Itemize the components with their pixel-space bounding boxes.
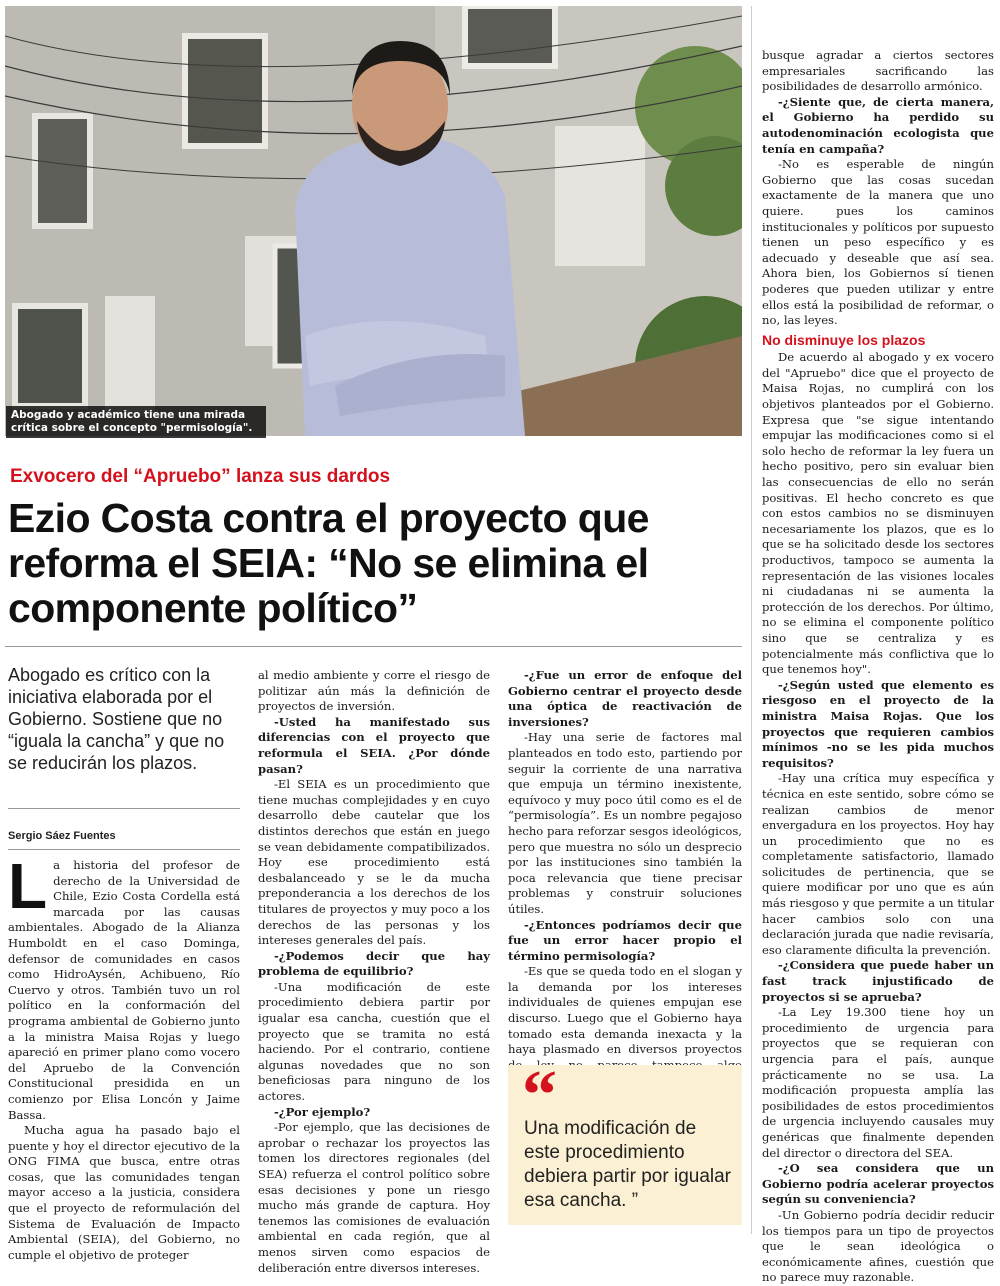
interview-question: -¿Siente que, de cierta manera, el Gobierno ha perdido su autodenominación ecologista que tenía en campaña? xyxy=(762,94,994,156)
headline: Ezio Costa contra el proyecto que reforma el SEIA: “No se elimina el componente político” xyxy=(8,495,649,631)
body-paragraph: busque agradar a ciertos sectores empresariales sacrificando las posibilidades de desarrollo armónico. xyxy=(762,48,994,94)
interview-question: -¿Considera que puede haber un fast track injustificado de proyectos si se aprueba? xyxy=(762,958,994,1004)
interview-question: -¿Podemos decir que hay problema de equilibrio? xyxy=(258,948,490,979)
column-3 xyxy=(508,668,742,1089)
body-paragraph: Mucha agua ha pasado bajo el puente y hoy el director ejecutivo de la ONG FIMA que busca, entre otras cosas, que las comunidades tengan mayor acceso a la justicia, considera que el proyecto de reformulación del Sistema de Evaluación de Impacto Ambiental (SEIA), del Gobierno, no cumple el objetivo de proteger xyxy=(8,1123,240,1262)
interview-question: -¿O sea considera que un Gobierno podría acelerar proyectos según su conveniencia? xyxy=(762,1161,994,1207)
body-paragraph: De acuerdo al abogado y ex vocero del "Apruebo" dice que el proyecto de Maisa Rojas, no cumplirá con los objetivos planteados por el Gobierno. Expresa que "se sigue intentando empujar las modificaciones como si el solo hecho de reformar la ley fuera un hecho positivo, pero sin evaluar bien las consecuencias de ello no serán positivas. El hecho concreto es que con estos cambios no se disminuyen necesariamente los plazos, que es lo que se ha solicitado desde los sectores productivos, tampoco se aumenta la representación de las visiones locales ni ciudadanas ni se aumenta la protección de los derechos. Por último, no se elimina el componente político sino que se centraliza y es potencialmente más conflictiva que lo que tenemos hoy". xyxy=(762,350,994,677)
interview-question: -¿Según usted que elemento es riesgoso en el proyecto de la ministra Maisa Rojas. Que los proyectos que requieren cambios mínimos -no se les pida muchos requisitos? xyxy=(762,677,994,770)
interview-question: -¿Fue un error de enfoque del Gobierno centrar el proyecto desde una óptica de reactivación de inversiones? xyxy=(508,668,742,729)
quote-mark-icon: “ xyxy=(522,1057,557,1134)
column-2 xyxy=(258,668,490,1276)
interview-answer: -Una modificación de este procedimiento debiera partir por igualar esa cancha, cuestión que el proyecto que se tramita no está haciendo. Por el contrario, contiene algunas novedades que no son beneficiosas para ninguno de los actores. xyxy=(258,979,490,1104)
interview-answer: -El SEIA es un procedimiento que tiene muchas complejidades y en cuyo desarrollo debe cautelar que los distintos derechos que están en juego se vean debidamente compatibilizados. Hoy ese procedimiento está desbalanceado y se le da mucha preponderancia a los derechos de los titulares de proyectos y muy poco a los derechos de las personas y los intereses generales del país. xyxy=(258,777,490,948)
body-paragraph: La historia del profesor de derecho de la Universidad de Chile, Ezio Costa Cordella está marcada por las causas ambientales. Abogado de la Alianza Humboldt en el caso Dominga, defensor de comunidades en casos como HidroAysén, Achibueno, Río Cuervo y otros. También tuvo un rol político en la conformación del programa ambiental de Gobierno junto a la ministra Maisa Rojas y luego apareció en primer plano como vocero del Apruebo de la Convención Constitucional presidida en un comienzo por Elisa Loncón y Jaime Bassa. xyxy=(8,850,240,1122)
drop-cap: L xyxy=(8,850,48,922)
column-4 xyxy=(762,48,994,1286)
lead-paragraph: Abogado es crítico con la iniciativa elaborada por el Gobierno. Sostiene que no “iguala la cancha” y que no se reducirán los plazos. xyxy=(8,665,225,773)
interview-question: -¿Entonces podríamos decir que fue un error hacer propio el término permisología? xyxy=(508,917,742,963)
pull-quote xyxy=(508,1057,742,1225)
interview-answer: -La Ley 19.300 tiene hoy un procedimiento de urgencia para proyectos que se requieran con urgencia para el país, aunque prácticamente no se usa. La modificación propuesta amplía las posibilidades de estos procedimientos de urgencia incluyendo causales muy genéricas que finalmente dependen del director o directora del SEA. xyxy=(762,1005,994,1160)
subheading: No disminuye los plazos xyxy=(762,331,926,348)
interview-question: -¿Por ejemplo? xyxy=(274,1104,371,1119)
interview-answer: -Hay una crítica muy específica y técnica en este sentido, sobre cómo se realizan cambios de menor envergadura en los proyectos. Hoy hay un procedimiento que no es completamente satisfactorio, llamado solicitudes de pertinencia, que se quiere modificar por uno que es aún más riesgoso y que permite a un titular hacer cambios solo con una declaración jurada que nadie revisaría, eso claramente dificulta la prevención. xyxy=(762,771,994,957)
byline: Sergio Sáez Fuentes xyxy=(8,830,116,842)
headline-divider xyxy=(5,646,742,647)
interview-answer: -Hay una serie de factores mal planteados en todo esto, partiendo por seguir la corriente de una narrativa que empuja un término inexistente, equívoco y muy poco útil como es el de “permisología”. Es un nombre pegajoso hecho para reforzar sesgos ideológicos, pero que muestra no sólo un desprecio por las instituciones sino también la poca relevancia que tiene precisar problemas y construir soluciones útiles. xyxy=(508,730,742,916)
kicker: Exvocero del “Apruebo” lanza sus dardos xyxy=(10,466,391,487)
column-divider xyxy=(751,6,752,1234)
interview-answer: -Por ejemplo, que las decisiones de aprobar o rechazar los proyectos las tomen los directores regionales (del SEA) refuerza el control político sobre esas decisiones y pone un riesgo mucho más grande de captura. Hoy tenemos las comisiones de evaluación ambiental en cada región, que al menos sirven como espacios de deliberación entre diversos intereses. xyxy=(258,1120,490,1275)
interview-answer: -Un Gobierno podría decidir reducir los tiempos para un tipo de proyectos que le sean ideológica o económicamente afines, cuestión que no parece muy razonable. xyxy=(762,1207,994,1285)
interview-answer: -No es esperable de ningún Gobierno que las cosas sucedan exactamente de la manera que uno quiere. pues los caminos institucionales y políticos por supuesto tienen un peso específico y es adecuado y deseable que así sea. Ahora bien, los Gobiernos sí tienen poderes que pueden utilizar y entre ellos está la posibilidad de reformar, o no, las leyes. xyxy=(762,157,994,328)
body-paragraph: al medio ambiente y corre el riesgo de politizar aún más la definición de proyectos de inversión. xyxy=(258,668,490,714)
photo-illustration xyxy=(5,6,742,436)
column-1 xyxy=(8,850,240,1263)
interview-question: -Usted ha manifestado sus diferencias con el proyecto que reformula el SEIA. ¿Por dónde pasan? xyxy=(258,714,490,776)
interview-answer: -Es que se queda todo en el slogan y la demanda por los intereses individuales de quienes empujan ese discurso. Luego que el Gobierno haya tomado esta demanda inexacta y la haya plasmado en diversos proyectos xyxy=(508,964,742,1057)
lead-divider xyxy=(8,808,240,809)
photo-caption: Abogado y académico tiene una mirada crítica sobre el concepto "permisología". xyxy=(6,406,266,438)
article-photo xyxy=(5,6,742,436)
pull-quote-text: Una modificación de este procedimiento debiera partir por igualar esa cancha. ” xyxy=(524,1118,732,1211)
